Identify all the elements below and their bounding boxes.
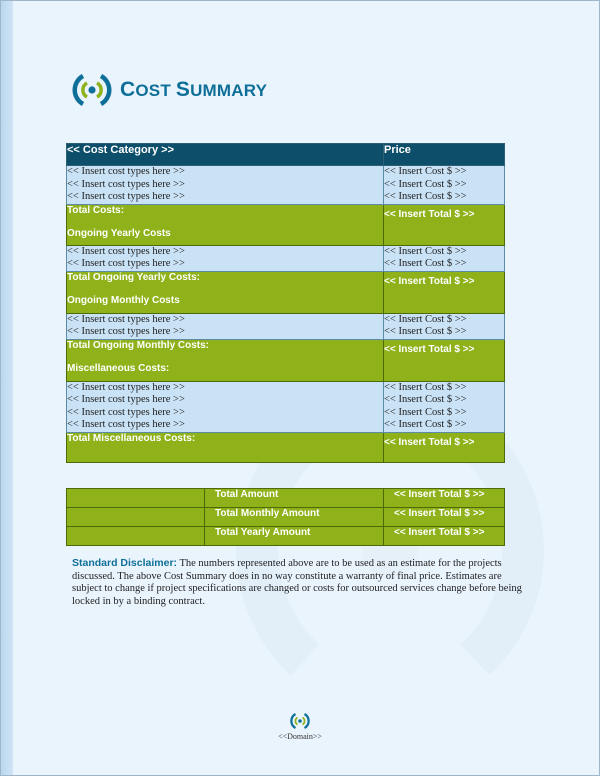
cost-type-cell [67,313,384,339]
cost-type-item: << Insert cost types here >> [67,419,185,430]
disclaimer-paragraph [72,557,522,608]
header-price: Price [384,144,505,166]
total-label: Total Costs: [67,204,125,216]
total-row-3 [67,339,505,381]
section-label: Ongoing Monthly Costs [67,294,180,306]
cost-price-item: << Insert Cost $ >> [384,258,467,269]
cost-price-cell [384,245,505,271]
document-header [72,72,267,108]
summary-label: Total Amount [205,489,384,508]
cost-price-cell [384,381,505,432]
cost-price-item: << Insert Cost $ >> [384,394,467,405]
cost-price-cell [384,313,505,339]
cost-type-item: << Insert cost types here >> [67,406,185,418]
cost-items-row-1 [67,166,505,205]
total-value: << Insert Total $ >> [384,432,505,462]
total-row-1 [67,204,505,245]
cost-items-row-4 [67,381,505,432]
section-label: Miscellaneous Costs: [67,362,170,374]
cost-price-item: << Insert Cost $ >> [384,419,467,430]
summary-totals-table [66,488,505,546]
cost-type-item: << Insert cost types here >> [67,381,185,393]
total-value: << Insert Total $ >> [384,271,505,313]
broadcast-logo-icon [72,72,112,108]
total-row-4 [67,432,505,462]
summary-label: Total Yearly Amount [205,527,384,546]
cost-type-item: << Insert cost types here >> [67,245,185,257]
cost-type-cell [67,381,384,432]
cost-type-item: << Insert cost types here >> [67,326,185,337]
page-footer [0,712,600,741]
disclaimer-text: The numbers represented above are to be used as an estimate for the projects discussed. The above Cost Summary does in no way constitute a warranty of final price. Estimates are subject to change if project specifications are changed or costs for outsourced services change before being locked in by a binding contract. [72,558,522,607]
cost-price-item: << Insert Cost $ >> [384,313,467,325]
header-cost-category: << Cost Category >> [67,144,384,166]
cost-summary-table [66,143,505,463]
total-value: << Insert Total $ >> [384,204,505,245]
summary-label: Total Monthly Amount [205,508,384,527]
cost-price-item: << Insert Cost $ >> [384,245,467,257]
cost-price-item: << Insert Cost $ >> [384,191,467,202]
cost-type-item: << Insert cost types here >> [67,313,185,325]
total-label: Total Ongoing Yearly Costs: [67,271,200,283]
summary-value: << Insert Total $ >> [384,508,505,527]
cost-type-cell [67,166,384,205]
cost-type-item: << Insert cost types here >> [67,258,185,269]
cost-price-item: << Insert Cost $ >> [384,178,467,190]
section-label: Ongoing Yearly Costs [67,227,171,239]
footer-domain: <<Domain>> [278,732,322,741]
cost-price-item: << Insert Cost $ >> [384,166,467,177]
disclaimer-lead: Standard Disclaimer: [72,557,178,569]
summary-row [67,508,505,527]
total-label: Total Miscellaneous Costs: [67,432,196,444]
cost-type-item: << Insert cost types here >> [67,394,185,405]
cost-type-cell [67,245,384,271]
cost-price-item: << Insert Cost $ >> [384,406,467,418]
cost-type-item: << Insert cost types here >> [67,166,185,177]
cost-items-row-2 [67,245,505,271]
cost-price-cell [384,166,505,205]
cost-price-item: << Insert Cost $ >> [384,326,467,337]
summary-row [67,527,505,546]
page-title: COST SUMMARY [120,78,268,101]
broadcast-logo-icon [290,712,310,730]
total-row-2 [67,271,505,313]
left-margin-strip [0,0,13,776]
table-header-row [67,144,505,166]
cost-price-item: << Insert Cost $ >> [384,381,467,393]
summary-row [67,489,505,508]
summary-value: << Insert Total $ >> [384,489,505,508]
cost-type-item: << Insert cost types here >> [67,191,185,202]
cost-type-item: << Insert cost types here >> [67,178,185,190]
total-value: << Insert Total $ >> [384,339,505,381]
cost-items-row-3 [67,313,505,339]
summary-value: << Insert Total $ >> [384,527,505,546]
total-label: Total Ongoing Monthly Costs: [67,339,210,351]
